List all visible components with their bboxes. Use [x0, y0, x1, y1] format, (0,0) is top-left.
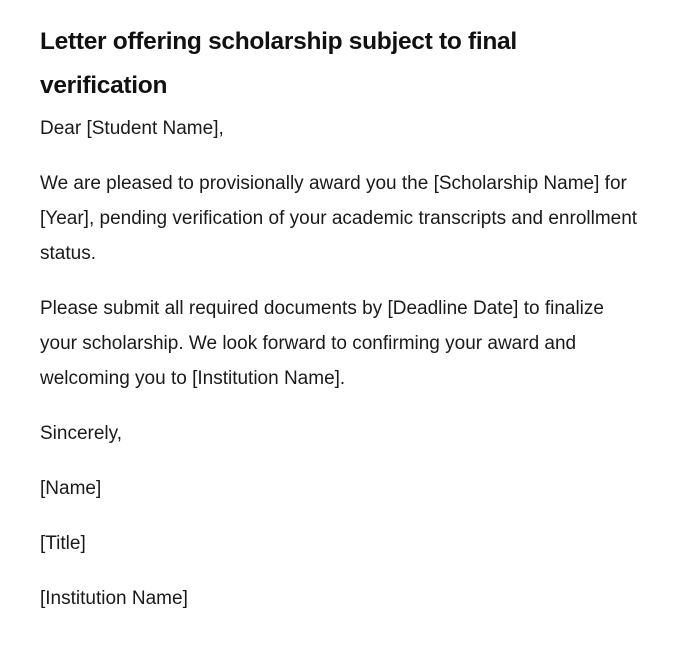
- signature-name: [Name]: [40, 478, 102, 499]
- letter-paragraph-2: Please submit all required documents by [Deadline Date] to finalize your scholarship. We look forward to confirming your award and welcoming you to [Institution Name].: [40, 298, 604, 389]
- letter-closing: Sincerely,: [40, 423, 123, 444]
- letter-title: Letter offering scholarship subject to final verification: [40, 28, 517, 99]
- letter-document: [40, 20, 640, 636]
- letter-greeting: Dear [Student Name],: [40, 118, 224, 139]
- letter-paragraph-1: We are pleased to provisionally award you the [Scholarship Name] for [Year], pending verification of your academic transcripts and enrollment status.: [40, 173, 638, 264]
- signature-title: [Title]: [40, 533, 86, 554]
- signature-institution: [Institution Name]: [40, 588, 188, 609]
